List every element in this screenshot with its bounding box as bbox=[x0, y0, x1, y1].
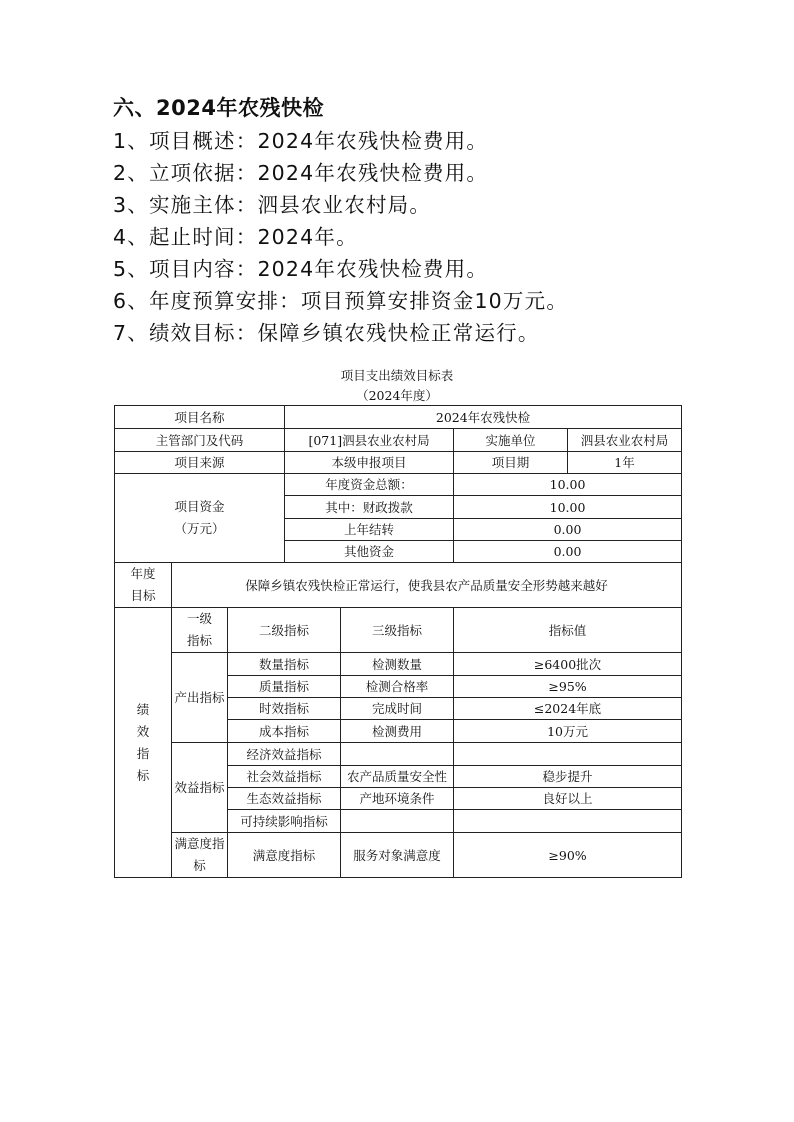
table-row bbox=[115, 833, 682, 878]
value-cell: 10万元 bbox=[454, 720, 682, 743]
level2-cell: 生态效益指标 bbox=[228, 788, 341, 810]
level2-cell: 成本指标 bbox=[228, 720, 341, 743]
satisfaction-label-line2: 标 bbox=[193, 858, 206, 873]
level2-cell: 时效指标 bbox=[228, 698, 341, 720]
satisfaction-indicator-label bbox=[172, 833, 228, 878]
level2-cell: 经济效益指标 bbox=[228, 743, 341, 766]
level3-cell: 检测数量 bbox=[341, 653, 454, 676]
performance-indicator-label bbox=[115, 608, 172, 878]
level2-cell: 质量指标 bbox=[228, 676, 341, 698]
value-cell bbox=[454, 743, 682, 766]
level3-cell: 完成时间 bbox=[341, 698, 454, 720]
goal-label-line2: 目标 bbox=[130, 588, 156, 603]
item-period: 4、起止时间：2024年。 bbox=[113, 225, 358, 249]
table-year: （2024年度） bbox=[356, 388, 438, 403]
header-level3: 三级指标 bbox=[341, 608, 454, 653]
item-budget: 6、年度预算安排：项目预算安排资金10万元。 bbox=[113, 289, 569, 313]
fund-fiscal-label: 其中：财政拨款 bbox=[285, 496, 454, 519]
project-name-value: 2024年农残快检 bbox=[285, 406, 682, 429]
level3-cell bbox=[341, 743, 454, 766]
project-name-label: 项目名称 bbox=[115, 406, 285, 429]
perf-label-char: 绩 bbox=[136, 701, 150, 717]
header-level2: 二级指标 bbox=[228, 608, 341, 653]
value-cell: 稳步提升 bbox=[454, 766, 682, 788]
table-row bbox=[115, 406, 682, 429]
value-cell: ≥6400批次 bbox=[454, 653, 682, 676]
level3-cell: 产地环境条件 bbox=[341, 788, 454, 810]
level3-cell: 检测合格率 bbox=[341, 676, 454, 698]
header-level1-line1: 一级 bbox=[186, 611, 212, 626]
fund-fiscal-value: 10.00 bbox=[454, 496, 682, 519]
level2-cell: 可持续影响指标 bbox=[228, 810, 341, 833]
perf-label-char: 标 bbox=[136, 767, 150, 783]
perf-label-char: 指 bbox=[136, 745, 150, 761]
performance-table bbox=[114, 405, 682, 878]
item-overview: 1、项目概述：2024年农残快检费用。 bbox=[113, 129, 489, 153]
table-row bbox=[115, 743, 682, 766]
header-level1-line2: 指标 bbox=[186, 633, 212, 648]
annual-goal-text: 保障乡镇农残快检正常运行，使我县农产品质量安全形势越来越好 bbox=[172, 563, 682, 608]
table-row bbox=[115, 452, 682, 474]
impl-label: 实施单位 bbox=[454, 429, 568, 452]
value-cell: ≥90% bbox=[454, 833, 682, 878]
header-level1 bbox=[172, 608, 228, 653]
value-cell: 良好以上 bbox=[454, 788, 682, 810]
fund-total-value: 10.00 bbox=[454, 474, 682, 496]
period-label: 项目期 bbox=[454, 452, 568, 474]
table-title: 项目支出绩效目标表 bbox=[340, 368, 454, 383]
header-value: 指标值 bbox=[454, 608, 682, 653]
level2-cell: 数量指标 bbox=[228, 653, 341, 676]
funds-label bbox=[115, 474, 285, 563]
level3-cell bbox=[341, 810, 454, 833]
benefit-indicator-label: 效益指标 bbox=[172, 743, 228, 833]
level2-cell: 社会效益指标 bbox=[228, 766, 341, 788]
fund-total-label: 年度资金总额： bbox=[285, 474, 454, 496]
level3-cell: 检测费用 bbox=[341, 720, 454, 743]
fund-other-label: 其他资金 bbox=[285, 541, 454, 563]
item-goal: 7、绩效目标：保障乡镇农残快检正常运行。 bbox=[113, 321, 540, 345]
annual-goal-label bbox=[115, 563, 172, 608]
table-row bbox=[115, 653, 682, 676]
source-label: 项目来源 bbox=[115, 452, 285, 474]
value-cell: ≤2024年底 bbox=[454, 698, 682, 720]
output-indicator-label: 产出指标 bbox=[172, 653, 228, 743]
table-row bbox=[115, 474, 682, 496]
table-row bbox=[115, 563, 682, 608]
dept-value: [071]泗县农业农村局 bbox=[285, 429, 454, 452]
table-row bbox=[115, 429, 682, 452]
item-implementer: 3、实施主体：泗县农业农村局。 bbox=[113, 193, 432, 217]
table-row bbox=[115, 608, 682, 653]
fund-other-value: 0.00 bbox=[454, 541, 682, 563]
value-cell: ≥95% bbox=[454, 676, 682, 698]
funds-unit: （万元） bbox=[174, 521, 225, 536]
fund-carryover-label: 上年结转 bbox=[285, 519, 454, 541]
dept-label: 主管部门及代码 bbox=[115, 429, 285, 452]
fund-carryover-value: 0.00 bbox=[454, 519, 682, 541]
impl-value: 泗县农业农村局 bbox=[568, 429, 682, 452]
perf-label-char: 效 bbox=[136, 723, 150, 739]
satisfaction-label-line1: 满意度指 bbox=[174, 836, 225, 851]
goal-label-line1: 年度 bbox=[130, 566, 156, 581]
level3-cell: 服务对象满意度 bbox=[341, 833, 454, 878]
period-value: 1年 bbox=[568, 452, 682, 474]
value-cell bbox=[454, 810, 682, 833]
level3-cell: 农产品质量安全性 bbox=[341, 766, 454, 788]
item-basis: 2、立项依据：2024年农残快检费用。 bbox=[113, 161, 489, 185]
section-heading: 六、2024年农残快检 bbox=[113, 96, 324, 120]
source-value: 本级申报项目 bbox=[285, 452, 454, 474]
level2-cell: 满意度指标 bbox=[228, 833, 341, 878]
funds-label-text: 项目资金 bbox=[174, 499, 225, 514]
item-content: 5、项目内容：2024年农残快检费用。 bbox=[113, 257, 489, 281]
